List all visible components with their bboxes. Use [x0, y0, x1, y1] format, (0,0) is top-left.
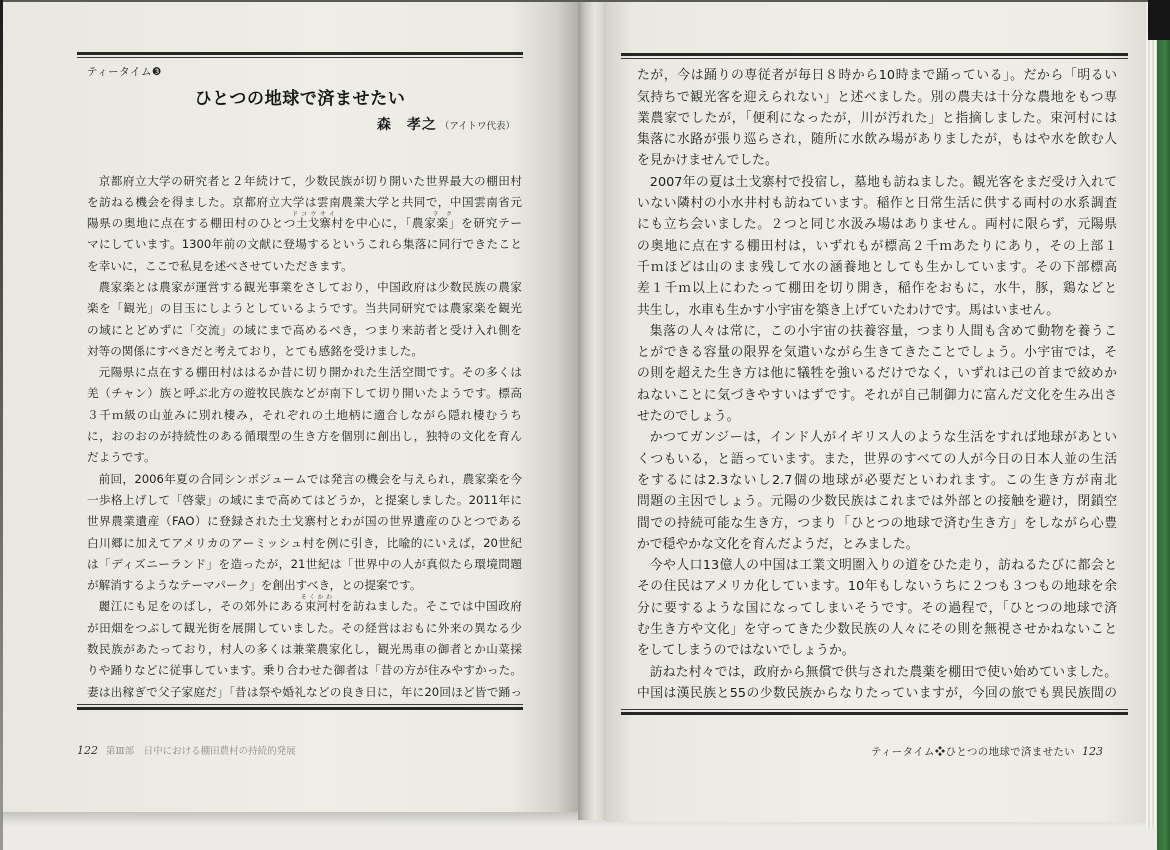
left-page-body	[87, 171, 522, 703]
body-text-line: 楽を「観光」の目玉にしようとしているようです。当共同研究では農家楽を観光	[87, 301, 522, 316]
body-text-line: 気持ちで観光客を迎えられない」と述べました。別の農夫は十分な農地をもつ専	[637, 89, 1117, 105]
body-text-line: 共生し，水車も生かす小宇宙を築き上げていたわけです。馬はいません。	[637, 302, 1060, 318]
body-text-line: を訪ねる機会を得ました。京都府立大学は雲南農業大学と共同で，中国雲南省元	[87, 194, 522, 209]
ruby-base: 楽	[436, 216, 449, 231]
body-text-line: 前回，2006年夏の合同シンポジュームでは発言の機会を与えられ，農家楽を今	[98, 471, 522, 486]
article-title: ひとつの地球で済ませたい	[194, 89, 406, 109]
body-text-line: りや踊りなどに従事しています。乗り合わせた御者は「昔の方が住みやすかった。	[87, 663, 522, 678]
body-text-line: とができる容量の限界を気遣いながら生きてきたことでしょう。小宇宙では，そ	[637, 345, 1117, 361]
body-text-line: 世界農業遺産（FAO）に登録された土戈寨村とわが国の世界遺産のひとつである	[87, 514, 522, 529]
left-page-footer	[77, 739, 527, 758]
body-text-line: だようです。	[87, 450, 156, 465]
body-text-line: マにしています。1300年前の文献に登場するというこれら集落に同行できたこと	[87, 237, 522, 252]
body-text-line: が田畑をつぶして観光街を展開していました。その経営はおもに外来の異なる少	[87, 620, 522, 635]
page-number: 123	[1082, 745, 1103, 758]
text-segment: 」を研究テー	[448, 216, 522, 231]
body-text-line: 白川郷に加えてアメリカのアーミッシュ村を例に引き，比喩的にいえば，20世紀	[87, 535, 522, 550]
paragraph	[87, 171, 522, 277]
body-text-line: 業農家でしたが，「便利になったが，川が汚れた」と指摘しました。束河村には	[637, 110, 1117, 126]
scan-corner-shadow	[1148, 0, 1170, 40]
body-text-line: 中国は漢民族と55の少数民族からなりたっていますが，今回の旅でも異民族間の	[637, 685, 1117, 701]
left-top-rule-thick	[77, 52, 523, 55]
body-text-line: 間での持続可能な生き方，つまり「ひとつの地球で済む生き方」をしながら心豊	[637, 515, 1117, 531]
body-text-line: かつてガンジーは，インド人がイギリス人のような生活をすれば地球があとい	[649, 430, 1117, 446]
body-text-line: かで穏やかな文化を育んだようだ，とみました。	[637, 536, 919, 552]
left-bottom-rule-thick	[77, 707, 523, 710]
column-label: ティータイム❸	[87, 66, 162, 78]
body-text-line: くつもいる，と語っています。また，世界のすべての人が今日の日本人並の生活	[637, 451, 1117, 467]
text-segment: 陽県の奥地に点在する棚田村のひとつ	[87, 216, 297, 231]
paragraph	[87, 596, 522, 702]
right-bottom-rule-thick	[621, 712, 1128, 715]
right-bottom-rule-thin	[621, 709, 1128, 710]
body-text-line: 2007年の夏は土戈寨村で投宿し，墓地も訪ねました。観光客をまだ受け入れて	[649, 174, 1117, 190]
body-text-line: 対等の関係にすべきだと考えており，とても感銘を受けました。	[87, 343, 423, 358]
paragraph	[637, 555, 1117, 661]
text-segment: 村を中心に，「農家	[330, 216, 437, 231]
body-text-line	[87, 596, 522, 617]
body-text-line: 集落の人々は常に，この小宇宙の扶養容量，つまり人間も含めて動物を養うこ	[649, 323, 1117, 339]
body-text-line: 数民族があたっており，村人の多くは兼業農家化し，観光馬車の御者とか山菜採	[87, 642, 522, 657]
left-top-rule-thin	[77, 57, 523, 58]
body-text-line: 訪ねた村々では，政府から無償で供与された農薬を棚田で使い始めていました。	[649, 664, 1117, 680]
paragraph	[637, 65, 1117, 171]
paragraph	[87, 469, 522, 597]
body-text-line: 妻は出稼ぎで父子家庭だ」「昔は祭や婚礼などの良き日に，年に20回ほど皆で踊っ	[87, 684, 522, 699]
running-head: ティータイム❖ひとつの地球で済ませたい	[871, 746, 1075, 758]
ruby-base: 束河	[304, 599, 328, 614]
paragraph	[87, 362, 522, 468]
body-text-line: ねないことに気づきやすいはずです。それが自己制御力に富んだ文化を生み出さ	[637, 387, 1117, 403]
right-page-body	[637, 65, 1117, 704]
body-text-line: ３千ｍ級の山並みに別れ棲み，それぞれの土地柄に適合しながら隠れ棲むうち	[87, 407, 522, 422]
ruby-word	[300, 594, 332, 617]
body-text-line: にも立ち会いました。２つと同じ水汲み場はありません。両村に限らず，元陽県	[637, 217, 1117, 233]
scanner-green-strip	[1157, 0, 1170, 850]
paragraph	[637, 321, 1117, 427]
body-text-line: をするには2.3ないし2.7個の地球が必要だといわれます。この生き方が南北	[637, 472, 1117, 488]
body-text-line: に，おのおのが持続性のある循環型の生き方を個別に創出し，独特の文化を育ん	[87, 429, 522, 444]
page-number: 122	[77, 744, 98, 757]
body-text-line: の奥地に点在する棚田村は，いずれもが標高２千ｍあたりにあり，その上部１	[637, 238, 1117, 254]
body-text-line: をしてしまうのではないでしょうか。	[637, 643, 855, 659]
body-text-line: 羌（チャン）族と呼ぶ北方の遊牧民族などが南下して切り開いたようです。標高	[87, 386, 522, 401]
body-text-line: いない隣村の小水井村も訪ねています。稲作と日常生活に供する両村の水系調査	[637, 196, 1117, 212]
body-text-line: の域にとどめずに「交流」の域にまで高めるべき，つまり来訪者と受け入れ側を	[87, 322, 522, 337]
text-segment: 麗江にも足をのばし，その郊外にある	[98, 599, 305, 614]
body-text-line: 農家楽とは農家が運営する観光事業をさしており，中国政府は少数民族の農家	[98, 279, 522, 294]
body-text-line: の則を超えた生き方は他に犠牲を強いるだけでなく，いずれは己の首まで絞めか	[637, 366, 1117, 382]
body-text-line: その住民はアメリカ化しています。10年もしないうちに２つも３つもの地球を余	[637, 579, 1117, 595]
body-text-line: 分に要するような国になってしまいそうです。その過程で，「ひとつの地球で済	[637, 600, 1117, 616]
left-bottom-rule-thin	[77, 704, 523, 705]
author-affiliation: （アイトワ代表）	[439, 121, 515, 132]
author-name: 森 孝之	[376, 117, 437, 133]
body-text-line: 問題の主因でしょう。元陽の少数民族はこれまでは外部との接触を避け，閉鎖空	[637, 494, 1117, 510]
body-text-line: は「ディズニーランド」を造ったが，21世紀は「世界中の人が真似たら環境問題	[87, 556, 522, 571]
body-text-line: を幸いに，ここで私見を述べさせていただきます。	[87, 258, 353, 273]
ruby-reading: ラク	[432, 211, 453, 219]
body-text-line: せたのでしょう。	[637, 409, 740, 425]
body-text-line: む生き方や文化」を守ってきた少数民族の人々にその則を無視させかねないこと	[637, 622, 1117, 638]
ruby-reading: そくかわ	[300, 594, 332, 602]
right-page-footer	[780, 740, 1103, 759]
body-text-line: が解消するようなテーマパーク」を創出すべき，との提案です。	[87, 578, 422, 593]
ruby-word	[432, 211, 453, 234]
body-text-line: 元陽県に点在する棚田村ははるか昔に切り開かれた生活空間です。その多くは	[98, 365, 522, 380]
author-line	[300, 114, 515, 134]
ruby-word	[292, 211, 335, 234]
paragraph	[637, 172, 1117, 321]
body-text-line: を見かけませんでした。	[637, 153, 778, 169]
body-text-line: 今や人口13億人の中国は工業文明圏入りの道をひた走り，訪ねるたびに都会と	[649, 558, 1117, 574]
text-segment: 村を訪ねました。そこでは中国政府	[327, 599, 522, 614]
scan-left-edge	[0, 0, 3, 850]
body-text-line: 京都府立大学の研究者と２年続けて，少数民族が切り開いた世界最大の棚田村	[98, 173, 522, 188]
body-text-line: 一歩格上げして「啓蒙」の域にまで高めてはどうか，と提案しました。2011年に	[87, 492, 522, 507]
page-stack-edge	[1146, 38, 1157, 828]
body-text-line: 集落に水路が張り巡らされ，随所に水飲み場がありましたが，もはや水を飲む人	[637, 132, 1117, 148]
paragraph	[637, 662, 1117, 705]
body-text-line: 千ｍほどは山のまま残して水の涵養地としても生かしています。その下部標高	[637, 259, 1117, 275]
book-gutter	[578, 2, 608, 820]
paragraph	[87, 277, 522, 362]
paragraph	[637, 427, 1117, 555]
body-text-line	[87, 213, 522, 234]
right-top-rule-thick	[621, 53, 1128, 56]
right-top-rule-thin	[621, 58, 1128, 59]
body-text-line: 差１千ｍ以上にわたって棚田を切り開き，稲作をおもに，水牛，豚，鶏などと	[637, 281, 1117, 297]
ruby-base: 土戈寨	[296, 216, 331, 231]
ruby-reading: ドコウサイ	[292, 211, 335, 219]
body-text-line: たが，今は踊りの専従者が毎日８時から10時まで踊っている」。だから「明るい	[637, 68, 1117, 84]
running-head: 第Ⅲ部 日中における棚田農村の持続的発展	[106, 746, 296, 757]
